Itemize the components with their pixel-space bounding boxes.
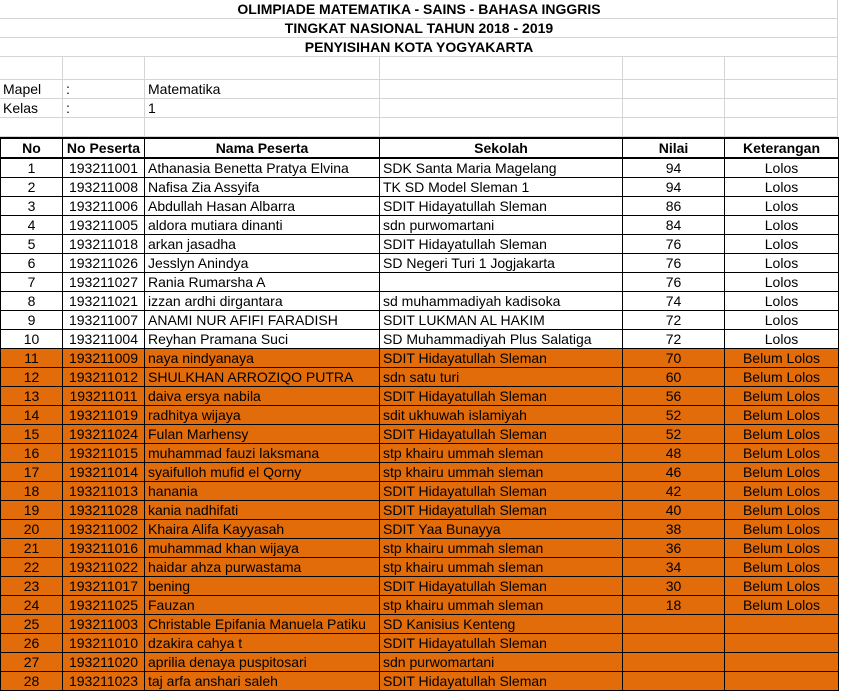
title-row-1 bbox=[0, 0, 838, 19]
table-row bbox=[1, 520, 839, 539]
cell-no: 2 bbox=[1, 178, 63, 197]
table-row bbox=[1, 596, 839, 615]
cell-nilai: 86 bbox=[623, 197, 725, 216]
cell-nama-peserta: Jesslyn Anindya bbox=[145, 254, 380, 273]
cell-nilai: 72 bbox=[623, 330, 725, 349]
cell-nama-peserta: dzakira cahya t bbox=[145, 634, 380, 653]
cell-no-peserta: 193211016 bbox=[63, 539, 145, 558]
table-row bbox=[1, 349, 839, 368]
cell-keterangan bbox=[725, 615, 839, 634]
header-keterangan: Keterangan bbox=[725, 138, 839, 158]
cell-nama-peserta: bening bbox=[145, 577, 380, 596]
cell-nama-peserta: Abdullah Hasan Albarra bbox=[145, 197, 380, 216]
cell-keterangan: Belum Lolos bbox=[725, 539, 839, 558]
cell-no: 4 bbox=[1, 216, 63, 235]
cell-sekolah: SDIT Hidayatullah Sleman bbox=[380, 387, 623, 406]
table-row bbox=[1, 577, 839, 596]
cell-sekolah: sd muhammadiyah kadisoka bbox=[380, 292, 623, 311]
cell-nilai: 76 bbox=[623, 254, 725, 273]
cell-no: 17 bbox=[1, 463, 63, 482]
cell-no-peserta: 193211024 bbox=[63, 425, 145, 444]
cell-no-peserta: 193211005 bbox=[63, 216, 145, 235]
cell-no-peserta: 193211014 bbox=[63, 463, 145, 482]
cell-keterangan: Belum Lolos bbox=[725, 463, 839, 482]
cell-nama-peserta: Athanasia Benetta Pratya Elvina bbox=[145, 158, 380, 178]
cell-nama-peserta: Fulan Marhensy bbox=[145, 425, 380, 444]
mapel-separator: : bbox=[66, 81, 70, 97]
cell-no: 22 bbox=[1, 558, 63, 577]
cell-no-peserta: 193211006 bbox=[63, 197, 145, 216]
cell-nilai: 30 bbox=[623, 577, 725, 596]
cell-no-peserta: 193211010 bbox=[63, 634, 145, 653]
cell-no: 23 bbox=[1, 577, 63, 596]
cell-nama-peserta: muhammad fauzi laksmana bbox=[145, 444, 380, 463]
kelas-value: 1 bbox=[148, 100, 156, 116]
cell-keterangan bbox=[725, 653, 839, 672]
cell-no-peserta: 193211013 bbox=[63, 482, 145, 501]
table-row bbox=[1, 311, 839, 330]
cell-no-peserta: 193211011 bbox=[63, 387, 145, 406]
table-row bbox=[1, 197, 839, 216]
kelas-row bbox=[0, 99, 838, 118]
table-row bbox=[1, 634, 839, 653]
header-sekolah: Sekolah bbox=[380, 138, 623, 158]
cell-nilai: 52 bbox=[623, 406, 725, 425]
cell-nama-peserta: aprilia denaya puspitosari bbox=[145, 653, 380, 672]
cell-no: 5 bbox=[1, 235, 63, 254]
cell-nilai: 42 bbox=[623, 482, 725, 501]
cell-nilai: 38 bbox=[623, 520, 725, 539]
cell-sekolah: SDIT Hidayatullah Sleman bbox=[380, 672, 623, 691]
cell-keterangan: Belum Lolos bbox=[725, 368, 839, 387]
cell-nama-peserta: radhitya wijaya bbox=[145, 406, 380, 425]
cell-sekolah: stp khairu ummah sleman bbox=[380, 558, 623, 577]
cell-nama-peserta: hanania bbox=[145, 482, 380, 501]
cell-nama-peserta: aldora mutiara dinanti bbox=[145, 216, 380, 235]
cell-sekolah: SD Negeri Turi 1 Jogjakarta bbox=[380, 254, 623, 273]
title-row-2 bbox=[0, 19, 838, 38]
cell-nilai: 48 bbox=[623, 444, 725, 463]
cell-nama-peserta: naya nindyanaya bbox=[145, 349, 380, 368]
kelas-separator: : bbox=[66, 100, 70, 116]
header-no: No bbox=[1, 138, 63, 158]
cell-no: 11 bbox=[1, 349, 63, 368]
cell-no-peserta: 193211026 bbox=[63, 254, 145, 273]
header-nilai: Nilai bbox=[623, 138, 725, 158]
cell-nama-peserta: Fauzan bbox=[145, 596, 380, 615]
cell-sekolah: SD Muhammadiyah Plus Salatiga bbox=[380, 330, 623, 349]
cell-nama-peserta: izzan ardhi dirgantara bbox=[145, 292, 380, 311]
title-line-3: PENYISIHAN KOTA YOGYAKARTA bbox=[304, 39, 534, 55]
table-body bbox=[1, 158, 839, 691]
cell-no: 18 bbox=[1, 482, 63, 501]
cell-no-peserta: 193211023 bbox=[63, 672, 145, 691]
cell-nama-peserta: haidar ahza purwastama bbox=[145, 558, 380, 577]
cell-sekolah: sdit ukhuwah islamiyah bbox=[380, 406, 623, 425]
cell-keterangan: Belum Lolos bbox=[725, 482, 839, 501]
cell-nama-peserta: Christable Epifania Manuela Patiku bbox=[145, 615, 380, 634]
cell-no-peserta: 193211015 bbox=[63, 444, 145, 463]
cell-no: 16 bbox=[1, 444, 63, 463]
table-row bbox=[1, 463, 839, 482]
table-row bbox=[1, 425, 839, 444]
cell-nama-peserta: Nafisa Zia Assyifa bbox=[145, 178, 380, 197]
cell-no: 26 bbox=[1, 634, 63, 653]
cell-sekolah: SDIT Yaa Bunayya bbox=[380, 520, 623, 539]
cell-sekolah: SDIT Hidayatullah Sleman bbox=[380, 634, 623, 653]
cell-nilai: 52 bbox=[623, 425, 725, 444]
cell-nama-peserta: muhammad khan wijaya bbox=[145, 539, 380, 558]
cell-no-peserta: 193211018 bbox=[63, 235, 145, 254]
table-row bbox=[1, 501, 839, 520]
cell-no-peserta: 193211028 bbox=[63, 501, 145, 520]
cell-no-peserta: 193211002 bbox=[63, 520, 145, 539]
cell-nilai: 76 bbox=[623, 273, 725, 292]
table-row bbox=[1, 653, 839, 672]
table-row bbox=[1, 273, 839, 292]
cell-nilai: 34 bbox=[623, 558, 725, 577]
cell-keterangan: Belum Lolos bbox=[725, 596, 839, 615]
cell-keterangan: Belum Lolos bbox=[725, 406, 839, 425]
cell-sekolah: SDIT Hidayatullah Sleman bbox=[380, 425, 623, 444]
cell-nama-peserta: SHULKHAN ARROZIQO PUTRA bbox=[145, 368, 380, 387]
cell-no-peserta: 193211020 bbox=[63, 653, 145, 672]
cell-keterangan: Belum Lolos bbox=[725, 349, 839, 368]
cell-keterangan: Lolos bbox=[725, 216, 839, 235]
cell-sekolah: SDIT Hidayatullah Sleman bbox=[380, 235, 623, 254]
cell-no: 20 bbox=[1, 520, 63, 539]
table-row bbox=[1, 387, 839, 406]
cell-nama-peserta: Khaira Alifa Kayyasah bbox=[145, 520, 380, 539]
empty-row bbox=[0, 118, 838, 137]
cell-no-peserta: 193211021 bbox=[63, 292, 145, 311]
cell-no-peserta: 193211019 bbox=[63, 406, 145, 425]
cell-no-peserta: 193211001 bbox=[63, 158, 145, 178]
table-row bbox=[1, 406, 839, 425]
cell-nama-peserta: syaifulloh mufid el Qorny bbox=[145, 463, 380, 482]
cell-no-peserta: 193211022 bbox=[63, 558, 145, 577]
cell-sekolah: SDIT LUKMAN AL HAKIM bbox=[380, 311, 623, 330]
cell-no: 6 bbox=[1, 254, 63, 273]
cell-no: 24 bbox=[1, 596, 63, 615]
cell-keterangan: Lolos bbox=[725, 235, 839, 254]
cell-no-peserta: 193211012 bbox=[63, 368, 145, 387]
title-line-2: TINGKAT NASIONAL TAHUN 2018 - 2019 bbox=[284, 20, 554, 36]
table-row bbox=[1, 292, 839, 311]
cell-sekolah: stp khairu ummah sleman bbox=[380, 596, 623, 615]
cell-sekolah: SDIT Hidayatullah Sleman bbox=[380, 482, 623, 501]
cell-nama-peserta: ANAMI NUR AFIFI FARADISH bbox=[145, 311, 380, 330]
cell-no: 28 bbox=[1, 672, 63, 691]
cell-keterangan: Belum Lolos bbox=[725, 501, 839, 520]
header-no-peserta: No Peserta bbox=[63, 138, 145, 158]
cell-no: 13 bbox=[1, 387, 63, 406]
results-table bbox=[0, 137, 839, 691]
table-row bbox=[1, 254, 839, 273]
table-row bbox=[1, 178, 839, 197]
cell-no: 8 bbox=[1, 292, 63, 311]
cell-sekolah: SDIT Hidayatullah Sleman bbox=[380, 501, 623, 520]
cell-no-peserta: 193211017 bbox=[63, 577, 145, 596]
cell-sekolah: SDIT Hidayatullah Sleman bbox=[380, 197, 623, 216]
cell-no-peserta: 193211009 bbox=[63, 349, 145, 368]
cell-sekolah: SDIT Hidayatullah Sleman bbox=[380, 577, 623, 596]
cell-no: 14 bbox=[1, 406, 63, 425]
cell-nama-peserta: daiva ersya nabila bbox=[145, 387, 380, 406]
cell-nilai: 60 bbox=[623, 368, 725, 387]
cell-nama-peserta: taj arfa anshari saleh bbox=[145, 672, 380, 691]
cell-no: 15 bbox=[1, 425, 63, 444]
cell-nilai bbox=[623, 634, 725, 653]
cell-keterangan: Belum Lolos bbox=[725, 425, 839, 444]
table-row bbox=[1, 539, 839, 558]
cell-keterangan: Belum Lolos bbox=[725, 520, 839, 539]
cell-keterangan: Lolos bbox=[725, 178, 839, 197]
mapel-row bbox=[0, 80, 838, 99]
table-row bbox=[1, 615, 839, 634]
cell-nilai: 56 bbox=[623, 387, 725, 406]
cell-sekolah: SDK Santa Maria Magelang bbox=[380, 158, 623, 178]
cell-no-peserta: 193211025 bbox=[63, 596, 145, 615]
cell-nama-peserta: arkan jasadha bbox=[145, 235, 380, 254]
cell-no: 3 bbox=[1, 197, 63, 216]
cell-no-peserta: 193211004 bbox=[63, 330, 145, 349]
cell-nilai bbox=[623, 653, 725, 672]
cell-nilai: 72 bbox=[623, 311, 725, 330]
cell-no: 7 bbox=[1, 273, 63, 292]
cell-sekolah: stp khairu ummah sleman bbox=[380, 539, 623, 558]
cell-nilai: 76 bbox=[623, 235, 725, 254]
cell-keterangan: Lolos bbox=[725, 158, 839, 178]
cell-keterangan bbox=[725, 634, 839, 653]
cell-sekolah: TK SD Model Sleman 1 bbox=[380, 178, 623, 197]
cell-no: 12 bbox=[1, 368, 63, 387]
cell-nilai: 84 bbox=[623, 216, 725, 235]
cell-no: 27 bbox=[1, 653, 63, 672]
cell-keterangan: Belum Lolos bbox=[725, 577, 839, 596]
table-row bbox=[1, 368, 839, 387]
cell-keterangan bbox=[725, 672, 839, 691]
cell-sekolah: SDIT Hidayatullah Sleman bbox=[380, 349, 623, 368]
mapel-value: Matematika bbox=[148, 81, 221, 97]
cell-no: 21 bbox=[1, 539, 63, 558]
cell-nilai: 70 bbox=[623, 349, 725, 368]
cell-keterangan: Lolos bbox=[725, 273, 839, 292]
table-row bbox=[1, 444, 839, 463]
cell-nilai: 94 bbox=[623, 178, 725, 197]
table-row bbox=[1, 235, 839, 254]
cell-sekolah: sdn purwomartani bbox=[380, 653, 623, 672]
cell-nilai: 74 bbox=[623, 292, 725, 311]
table-row bbox=[1, 158, 839, 178]
cell-nilai: 18 bbox=[623, 596, 725, 615]
empty-row bbox=[0, 57, 838, 80]
cell-sekolah: stp khairu ummah sleman bbox=[380, 463, 623, 482]
cell-keterangan: Lolos bbox=[725, 254, 839, 273]
table-row bbox=[1, 558, 839, 577]
cell-sekolah bbox=[380, 273, 623, 292]
title-row-3 bbox=[0, 38, 838, 57]
cell-sekolah: sdn purwomartani bbox=[380, 216, 623, 235]
cell-nilai bbox=[623, 672, 725, 691]
cell-keterangan: Lolos bbox=[725, 311, 839, 330]
cell-sekolah: SD Kanisius Kenteng bbox=[380, 615, 623, 634]
cell-keterangan: Lolos bbox=[725, 292, 839, 311]
cell-keterangan: Belum Lolos bbox=[725, 444, 839, 463]
table-header-row bbox=[1, 138, 839, 158]
cell-no-peserta: 193211007 bbox=[63, 311, 145, 330]
cell-no-peserta: 193211003 bbox=[63, 615, 145, 634]
cell-no: 1 bbox=[1, 158, 63, 178]
cell-no: 10 bbox=[1, 330, 63, 349]
cell-keterangan: Belum Lolos bbox=[725, 558, 839, 577]
mapel-label: Mapel bbox=[3, 81, 42, 97]
cell-no-peserta: 193211027 bbox=[63, 273, 145, 292]
table-row bbox=[1, 672, 839, 691]
title-line-1: OLIMPIADE MATEMATIKA - SAINS - BAHASA INGGRIS bbox=[237, 1, 601, 17]
cell-nilai bbox=[623, 615, 725, 634]
cell-keterangan: Lolos bbox=[725, 330, 839, 349]
header-nama-peserta: Nama Peserta bbox=[145, 138, 380, 158]
cell-sekolah: stp khairu ummah sleman bbox=[380, 444, 623, 463]
cell-no-peserta: 193211008 bbox=[63, 178, 145, 197]
cell-nilai: 40 bbox=[623, 501, 725, 520]
cell-keterangan: Lolos bbox=[725, 197, 839, 216]
cell-nama-peserta: kania nadhifati bbox=[145, 501, 380, 520]
cell-nilai: 94 bbox=[623, 158, 725, 178]
table-row bbox=[1, 216, 839, 235]
cell-nama-peserta: Reyhan Pramana Suci bbox=[145, 330, 380, 349]
cell-keterangan: Belum Lolos bbox=[725, 387, 839, 406]
cell-nama-peserta: Rania Rumarsha A bbox=[145, 273, 380, 292]
table-row bbox=[1, 330, 839, 349]
cell-sekolah: sdn satu turi bbox=[380, 368, 623, 387]
table-row bbox=[1, 482, 839, 501]
kelas-label: Kelas bbox=[3, 100, 39, 116]
cell-no: 9 bbox=[1, 311, 63, 330]
cell-no: 25 bbox=[1, 615, 63, 634]
cell-nilai: 36 bbox=[623, 539, 725, 558]
cell-no: 19 bbox=[1, 501, 63, 520]
cell-nilai: 46 bbox=[623, 463, 725, 482]
